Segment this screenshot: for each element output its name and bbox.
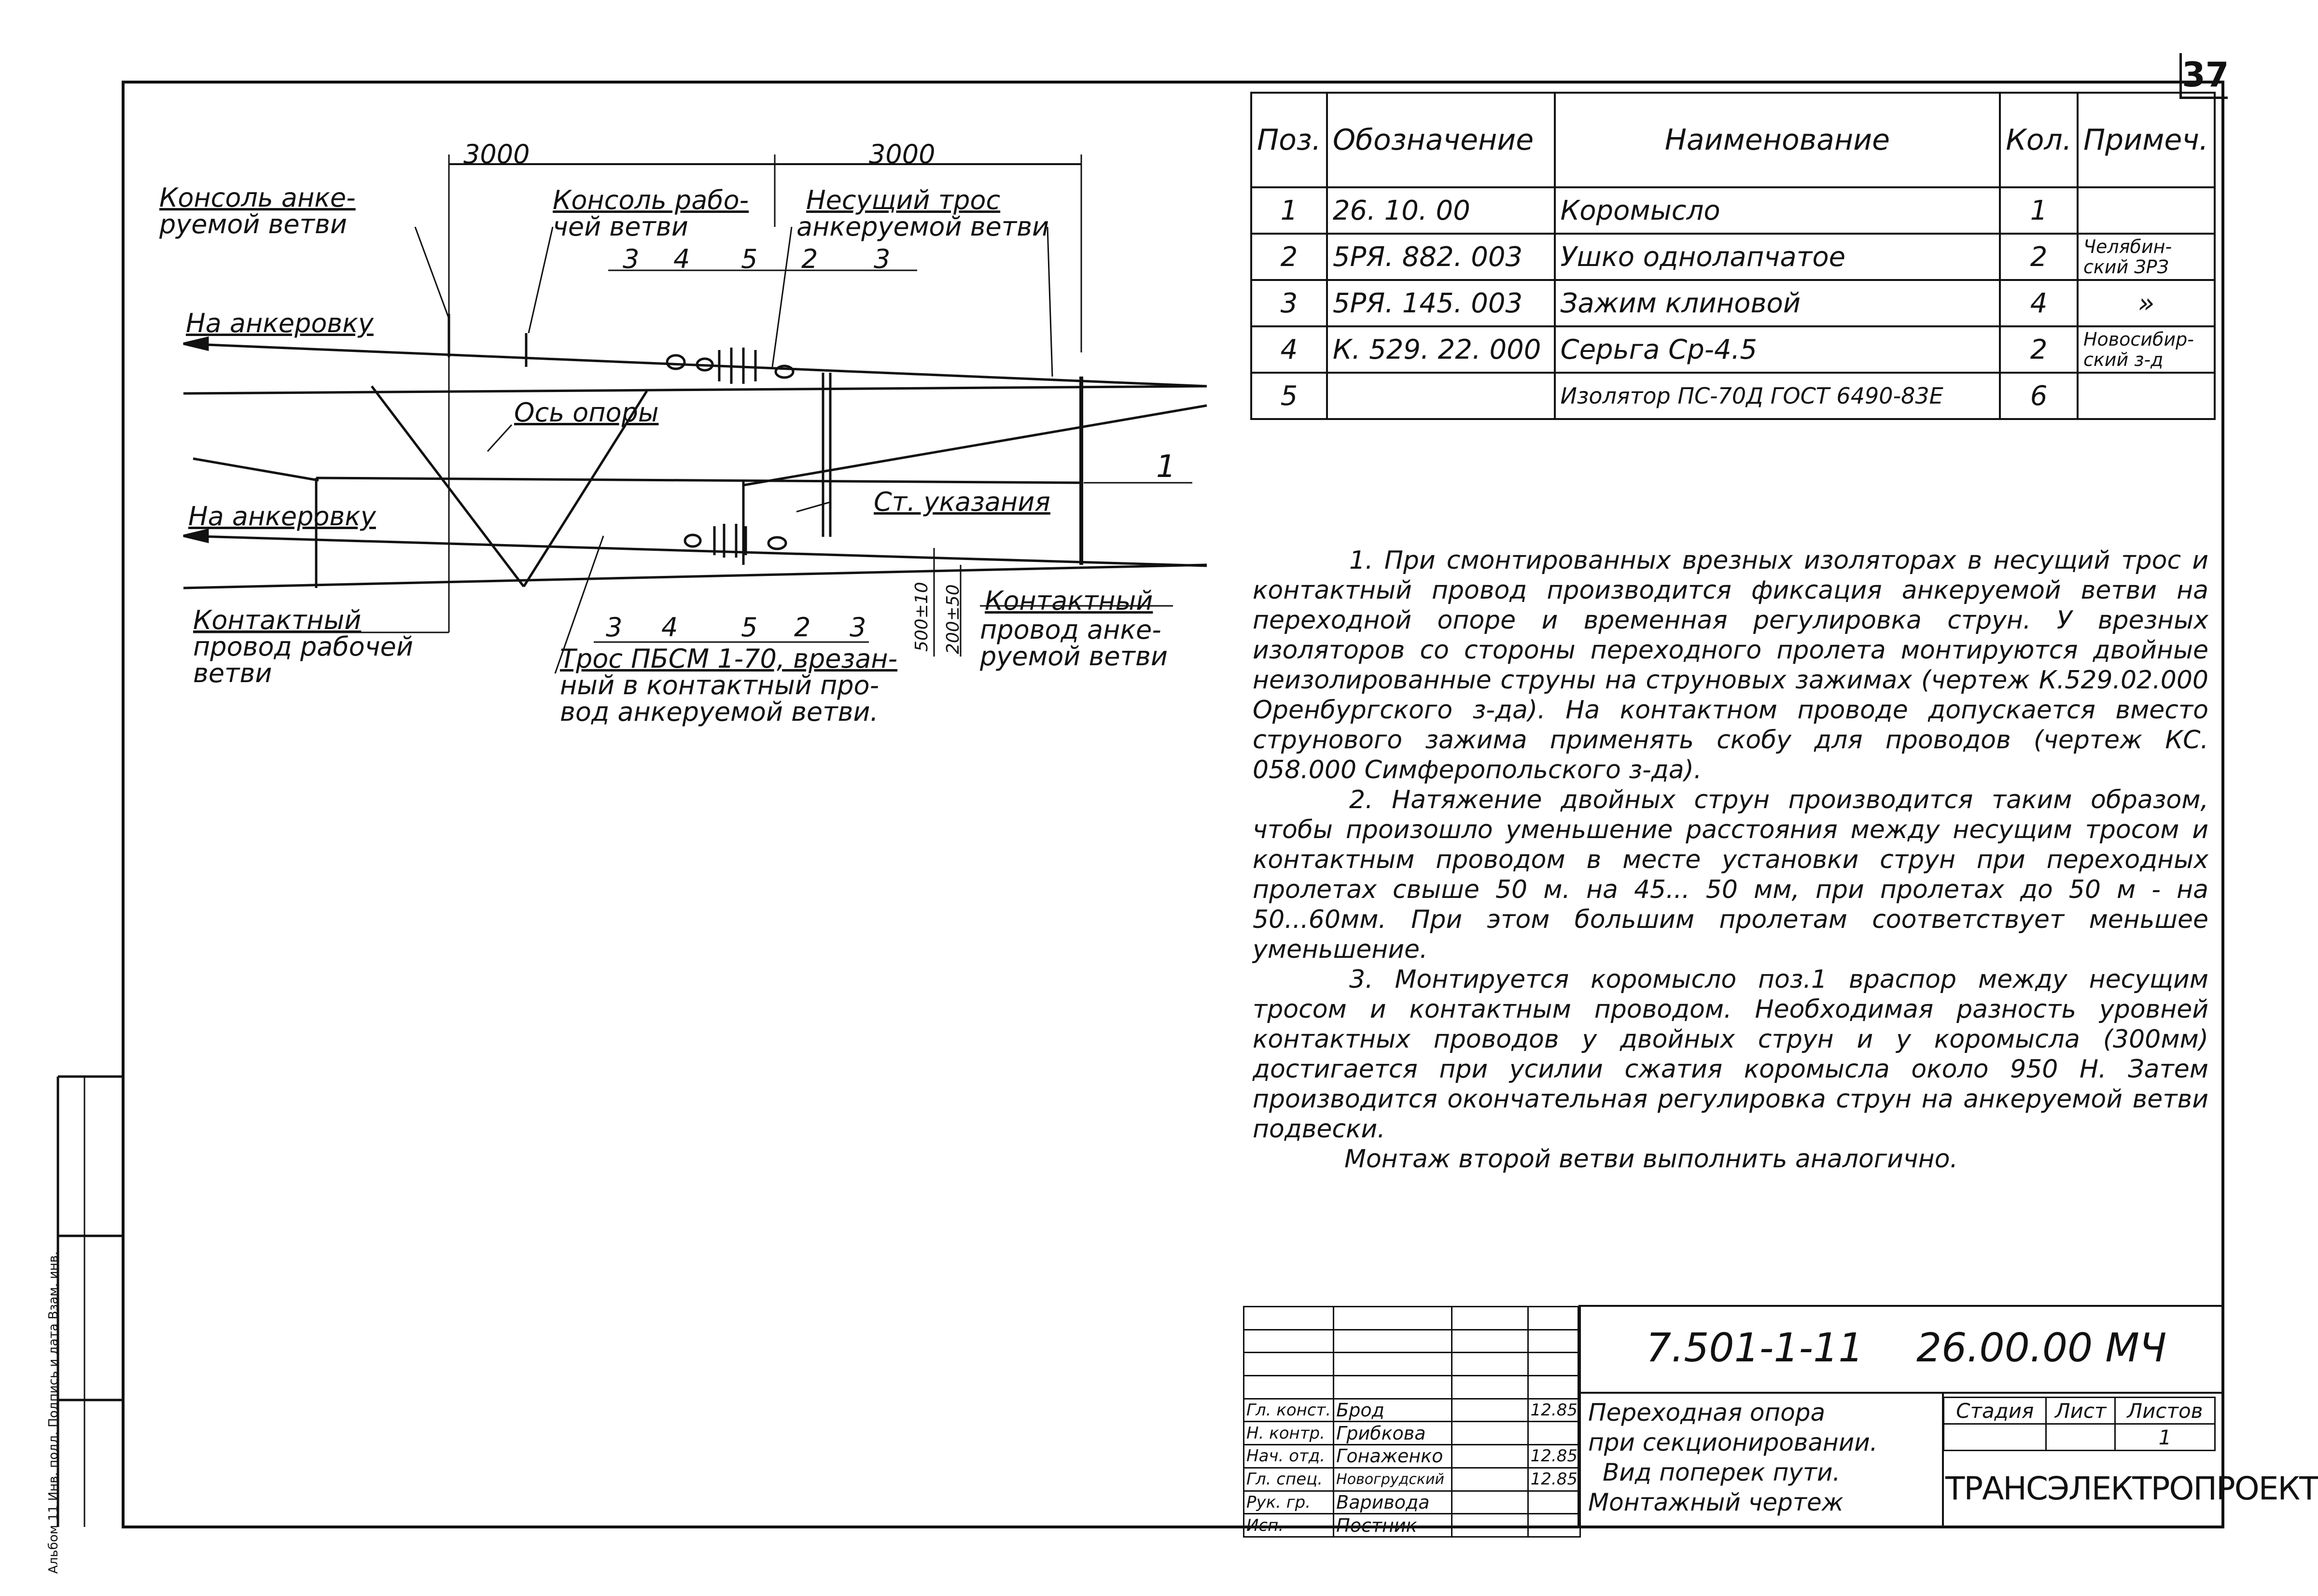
dimension-right: 3000 (869, 139, 936, 169)
cell: 26. 10. 00 (1327, 187, 1555, 234)
spec-header-designation: Обозначение (1327, 93, 1555, 187)
title-line: Монтажный чертеж (1588, 1488, 1843, 1516)
table-row (1244, 1399, 1580, 1422)
stage-value (1944, 1424, 2046, 1451)
sig-name: Постник (1334, 1514, 1452, 1537)
table-row (1244, 1307, 1580, 1330)
table-row (1244, 1468, 1580, 1491)
sheet-header: Лист (2046, 1398, 2115, 1424)
label-carrier-cable-2: анкеруемой ветви (796, 211, 1049, 242)
dimension-left: 3000 (463, 139, 530, 169)
note-4: Монтаж второй ветви выполнить аналогично. (1344, 1145, 1958, 1174)
label-indicator: Ст. указания (874, 487, 1050, 517)
sig-role: Гл. конст. (1244, 1399, 1334, 1422)
sheet-value (2046, 1424, 2115, 1451)
cell: Изолятор ПС-70Д ГОСТ 6490-83Е (1555, 373, 2000, 419)
cell: 4 (2000, 280, 2078, 326)
title-line: Переходная опора (1588, 1399, 1826, 1427)
label-contact-anchored-3: руемой ветви (980, 641, 1168, 672)
cell (2078, 373, 2215, 419)
label-support-axis: Ось опоры (514, 397, 659, 428)
technical-notes (1253, 546, 2208, 1174)
callout-top-4: 4 (673, 244, 690, 274)
sig-role: Нач. отд. (1244, 1445, 1334, 1468)
label-cable-2: ный в контактный про- (560, 670, 880, 700)
callout-top-2: 2 (801, 244, 818, 274)
cell (2078, 187, 2215, 234)
callout-bottom-3b: 3 (850, 612, 866, 643)
spec-header-name: Наименование (1555, 93, 2000, 187)
cell: Коромысло (1555, 187, 2000, 234)
callout-top-5: 5 (741, 244, 758, 274)
cell: 5РЯ. 882. 003 (1327, 234, 1555, 280)
dim-500: 500±10 (912, 582, 932, 652)
table-row (1251, 373, 2215, 419)
title-line: при секционировании. (1588, 1428, 1878, 1456)
sig-role: Исп. (1244, 1514, 1334, 1537)
signature (1452, 1468, 1528, 1491)
callout-top-3b: 3 (874, 244, 891, 274)
sig-date: 12.85 (1528, 1468, 1580, 1491)
cell: 1 (1251, 187, 1327, 234)
label-contact-working-3: ветви (193, 658, 272, 688)
page-number: 37 (2179, 53, 2228, 99)
table-row (1244, 1353, 1580, 1376)
table-row (1244, 1422, 1580, 1445)
signature (1452, 1399, 1528, 1422)
cell: 3 (1251, 280, 1327, 326)
signature (1452, 1422, 1528, 1445)
label-contact-anchored: Контактный (985, 586, 1153, 616)
dim-200: 200±50 (943, 584, 963, 654)
sig-name: Брод (1334, 1399, 1452, 1422)
sheets-header: Листов (2115, 1398, 2215, 1424)
note-1: 1. При смонтированных врезных изоляторах в несущий трос и контактный провод производится фиксация анкеруемой ветви на переходной опоре и временная регулировка струн. У врезных изоляторов со стороны переходного пролета монтируются двойные неизолированные струны на струновых зажимах (чертеж К.529.02.000 Оренбургского з-да). На контактном проводе допускается вместо струнового зажима применять скобу для проводов (чертеж КС. 058.000 Симферопольского з-да). (1253, 546, 2208, 784)
stage-header: Стадия (1944, 1398, 2046, 1424)
cell: Зажим клиновой (1555, 280, 2000, 326)
table-row (1944, 1424, 2215, 1451)
table-row (1244, 1514, 1580, 1537)
title-line: Вид поперек пути. (1603, 1458, 1841, 1486)
table-row (1244, 1491, 1580, 1514)
callout-pos-1: 1 (1156, 449, 1176, 485)
table-row (1244, 1445, 1580, 1468)
sig-name: Гонаженко (1334, 1445, 1452, 1468)
note-2: 2. Натяжение двойных струн производится таким образом, чтобы произошло уменьшение расстояния между несущим тросом и контактным проводом в месте установки струн при переходных пролетах свыше 50 м. на 45... 50 мм, при пролетах до 50 м - на 50...60мм. При этом большим пролетам соответствует меньшее уменьшение. (1253, 785, 2208, 964)
cell: 6 (2000, 373, 2078, 419)
sig-date (1528, 1514, 1580, 1537)
signature (1452, 1514, 1528, 1537)
note-3: 3. Монтируется коромысло поз.1 враспор между несущим тросом и контактным проводом. Необходимая разность уровней контактных проводов у двойных струн и у коромысла (300мм) достигается при усилии сжатия коромысла около 950 Н. Затем производится окончательная регулировка струн на анкеруемой ветви подвески. (1253, 965, 2208, 1144)
label-console-working: Консоль рабо- (553, 185, 749, 215)
cell: Челябин-ский ЗРЗ (2078, 234, 2215, 280)
cell: 2 (1251, 234, 1327, 280)
cell: К. 529. 22. 000 (1327, 326, 1555, 373)
cell: 5РЯ. 145. 003 (1327, 280, 1555, 326)
sig-name: Новогрудский (1334, 1468, 1452, 1491)
label-contact-working: Контактный (193, 605, 362, 635)
callout-bottom-5: 5 (741, 612, 758, 643)
document-series-code: 7.501-1-11 (1646, 1325, 1864, 1371)
table-row (1944, 1398, 2215, 1424)
document-code: 26.00.00 МЧ (1916, 1325, 2167, 1371)
label-to-anchor-top: На анкеровку (186, 308, 374, 338)
spec-header-pos: Поз. (1251, 93, 1327, 187)
label-to-anchor-bottom: На анкеровку (188, 501, 376, 532)
signature (1452, 1445, 1528, 1468)
sig-role: Н. контр. (1244, 1422, 1334, 1445)
spec-header-qty: Кол. (2000, 93, 2078, 187)
callout-top-3: 3 (623, 244, 640, 274)
specification-table (1250, 92, 2216, 420)
sig-name: Грибкова (1334, 1422, 1452, 1445)
cell: 4 (1251, 326, 1327, 373)
spec-header-note: Примеч. (2078, 93, 2215, 187)
table-row (1244, 1376, 1580, 1399)
organization-name: ТРАНСЭЛЕКТРОПРОЕКТ (1945, 1470, 2318, 1507)
sig-date: 12.85 (1528, 1399, 1580, 1422)
callout-bottom-4: 4 (661, 612, 678, 643)
table-row (1244, 1330, 1580, 1353)
cell: 1 (2000, 187, 2078, 234)
table-row (1251, 234, 2215, 280)
label-cable-3: вод анкеруемой ветви. (560, 697, 879, 727)
sig-date: 12.85 (1528, 1445, 1580, 1468)
label-contact-anchored-2: провод анке- (980, 615, 1161, 645)
label-console-anchored: Консоль анке- (159, 182, 356, 213)
table-row (1251, 187, 2215, 234)
cell: Новосибир-ский з-д (2078, 326, 2215, 373)
label-contact-working-2: провод рабочей (193, 631, 413, 662)
signature (1452, 1491, 1528, 1514)
stage-table (1943, 1397, 2216, 1451)
side-stamp: Альбом 11 Инв. подл. Подпись и дата Взам. инв. (46, 1251, 61, 1574)
sig-role: Гл. спец. (1244, 1468, 1334, 1491)
sheets-value: 1 (2115, 1424, 2215, 1451)
callout-bottom-3: 3 (606, 612, 623, 643)
sig-date (1528, 1422, 1580, 1445)
cell (1327, 373, 1555, 419)
signature-table (1243, 1306, 1581, 1538)
label-cable: Трос ПБСМ 1-70, врезан- (560, 644, 898, 674)
label-carrier-cable: Несущий трос (806, 185, 1001, 215)
table-row (1251, 326, 2215, 373)
cell: 2 (2000, 234, 2078, 280)
sig-name: Варивода (1334, 1491, 1452, 1514)
document-title (1588, 1398, 1878, 1517)
label-console-anchored-2: руемой ветви (159, 209, 347, 239)
spec-header-row (1251, 93, 2215, 187)
cell: Ушко однолапчатое (1555, 234, 2000, 280)
label-console-working-2: чей ветви (553, 211, 688, 242)
sig-role: Рук. гр. (1244, 1491, 1334, 1514)
cell: 2 (2000, 326, 2078, 373)
cell: » (2078, 280, 2215, 326)
callout-bottom-2: 2 (794, 612, 811, 643)
cell: Серьга Ср-4.5 (1555, 326, 2000, 373)
cell: 5 (1251, 373, 1327, 419)
sig-date (1528, 1491, 1580, 1514)
table-row (1251, 280, 2215, 326)
